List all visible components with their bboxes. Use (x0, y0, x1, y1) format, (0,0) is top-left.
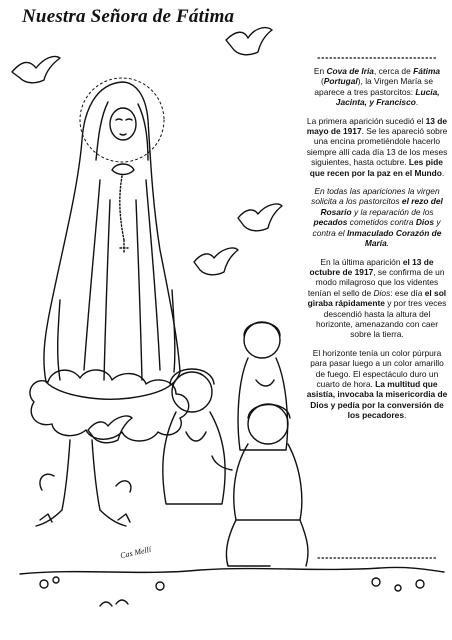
text-run: . (441, 167, 445, 178)
text-run: , cerca de (373, 66, 414, 76)
text-run: . (386, 238, 390, 249)
prayer-request: Les pide que recen por la paz en el Mundo (309, 157, 443, 178)
ground (20, 567, 444, 606)
text-run: : ese día (390, 287, 425, 298)
date-first-apparition: 13 de mayo de 1917 (306, 115, 448, 137)
place-portugal: Portugal (323, 76, 358, 87)
virgin-mary-figure (44, 82, 180, 399)
dove-2 (226, 28, 272, 55)
text-run: y la reparación de los (351, 206, 434, 217)
cloud (30, 370, 189, 441)
paragraph-1 (306, 66, 448, 108)
text-run: En (313, 66, 327, 76)
text-run: El horizonte tenía un color púrpura para pasar luego a un color amarillo de fuego. El espectáculo duro un cuarto de hora. (310, 347, 444, 389)
dove-1 (12, 56, 60, 82)
oak-tree (36, 440, 131, 526)
text-run: . Se les apareció sobre una encina prometiéndole hacerlo siempre allí cada día 13 de los meses siguientes, hasta octubre. (306, 126, 448, 168)
place-cova-de-iria: Cova de Iria (326, 66, 374, 76)
shepherd-names: Lucia, Jacinta, y Francisco (335, 86, 440, 108)
page-title: Nuestra Señora de Fátima (22, 6, 235, 27)
place-fatima: Fátima (413, 66, 441, 76)
text-run: . (404, 410, 407, 421)
date-last-apparition: el 13 de octubre de 1917 (309, 256, 434, 277)
text-run: La primera aparición sucedió el (306, 115, 426, 126)
story-text-column (306, 56, 448, 429)
paragraph-2 (306, 116, 448, 178)
god-word: Dios (373, 287, 391, 298)
text-run: y por tres veces descendió hasta la altura del horizonte, amenazando con caer sobre la tierra. (316, 298, 447, 340)
text-run: ), la Virgen María se aparece a tres pastorcitos: (314, 76, 434, 97)
text-run: y contra el (312, 217, 441, 238)
immaculate-heart-phrase: Inmaculado Corazón de María (346, 227, 442, 249)
rosary (120, 176, 128, 254)
paragraph-5 (306, 348, 448, 421)
text-run: En todas las apariciones la virgen solicita a los pastorcitos (311, 186, 440, 207)
child-girl-kneeling (163, 369, 225, 504)
text-run: , se confirma de un modo milagroso que los videntes tenían el sello de (307, 266, 445, 298)
god-word: Dios (415, 217, 435, 228)
text-run: cometidos contra (347, 217, 416, 228)
sun-miracle-phrase: el sol giraba rápidamente (307, 287, 447, 309)
paragraph-3 (306, 186, 448, 248)
rosary-phrase: el rezo del Rosario (320, 196, 443, 217)
multitude-phrase: La multitud que asistía, invocaba la misericordia de Dios y pedía por la conversión de los pecadores (306, 378, 448, 421)
child-girl-standing (238, 322, 287, 450)
artist-signature: Cas Mellí (119, 544, 152, 561)
text-run: . (415, 97, 419, 108)
dove-4 (194, 248, 238, 275)
sins-word: pecados (313, 217, 348, 228)
text-run: En la última aparición (320, 256, 403, 267)
child-boy-kneeling (212, 404, 308, 566)
paragraph-4 (306, 257, 448, 340)
dove-3 (238, 204, 282, 231)
text-run: ( (320, 76, 324, 87)
